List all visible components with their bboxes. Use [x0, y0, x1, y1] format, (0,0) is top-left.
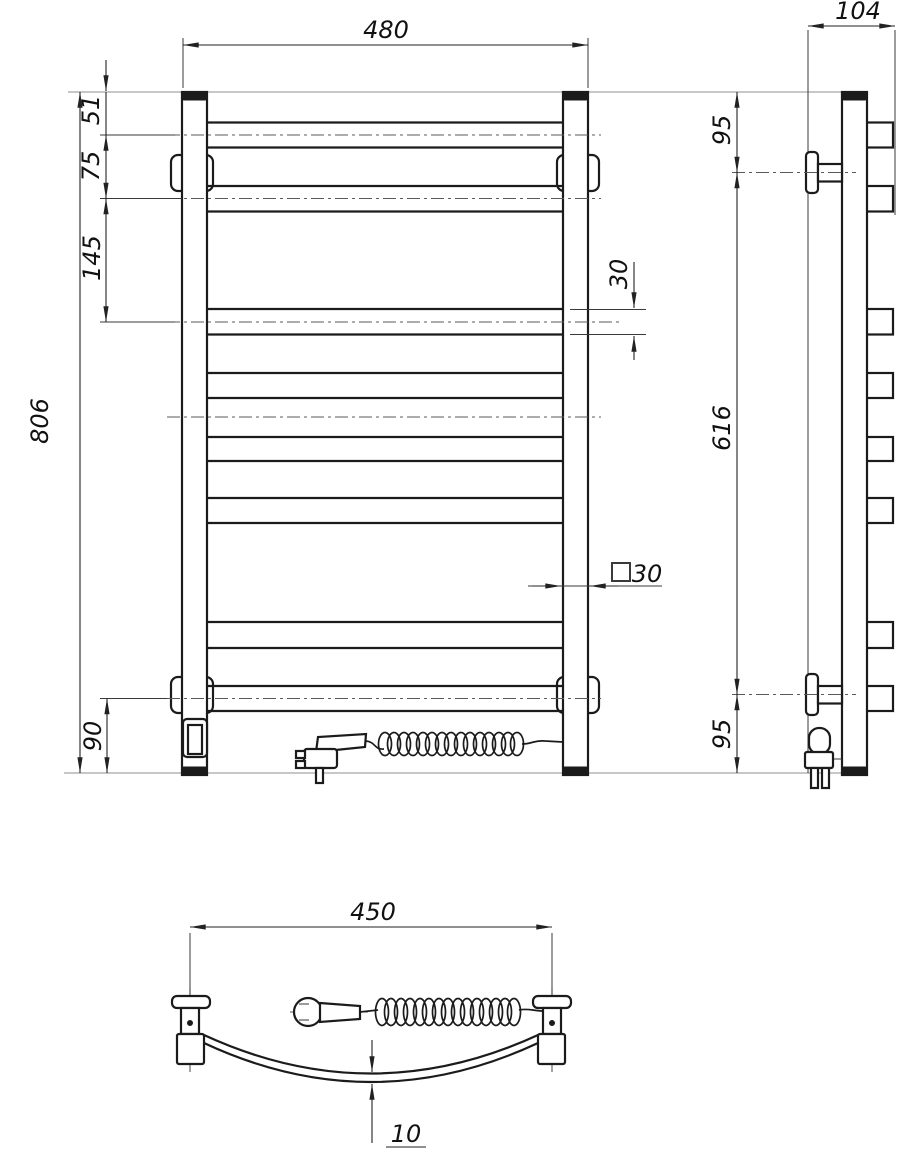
dim-label-profile-30: 30 — [631, 560, 663, 588]
dim-label-450: 450 — [350, 898, 396, 926]
plug-body — [320, 1003, 360, 1022]
dim-label-30: 30 — [605, 258, 633, 290]
dim-label-806: 806 — [26, 398, 54, 444]
dim-front-height — [26, 92, 80, 773]
curved-tube-outer — [204, 1043, 538, 1082]
side-rail-plate — [842, 92, 867, 775]
dim-front-profile — [528, 560, 662, 588]
plug-pin — [316, 768, 323, 783]
front-view — [167, 92, 622, 783]
dim-label-10: 10 — [390, 1120, 422, 1148]
rung-end-tabs — [866, 123, 893, 712]
plug-prong — [296, 751, 305, 758]
wall-bracket-tabs — [171, 155, 599, 713]
dim-label-145: 145 — [78, 235, 106, 281]
dim-label-95-top: 95 — [708, 114, 736, 146]
power-cord-bottom — [290, 998, 543, 1026]
dim-label-616: 616 — [708, 405, 736, 451]
plug-face — [294, 998, 322, 1026]
right-rail — [563, 92, 588, 775]
plug-prong — [296, 761, 305, 768]
dim-label-95-bottom: 95 — [708, 718, 736, 750]
square-profile-symbol — [612, 563, 630, 581]
dim-front-bottom — [79, 699, 167, 774]
curved-tube-inner — [204, 1035, 538, 1074]
dim-label-51: 51 — [77, 94, 105, 126]
dim-label-480: 480 — [363, 16, 409, 44]
dim-front-width — [183, 16, 588, 88]
dim-side-segments — [708, 92, 737, 773]
power-cord-front — [296, 733, 563, 784]
plug-pin — [811, 768, 818, 788]
side-view — [732, 30, 893, 788]
bottom-left-bracket — [172, 988, 210, 1072]
dim-bottom-spacing — [190, 898, 552, 995]
bottom-wall-bracket — [732, 674, 856, 715]
plug-pin — [822, 768, 829, 788]
dim-front-segments — [77, 60, 182, 322]
rung-centerlines — [167, 135, 622, 699]
left-rail — [182, 92, 207, 775]
dim-label-104: 104 — [835, 0, 881, 25]
top-wall-bracket — [732, 152, 856, 193]
dim-bottom-bow — [372, 1040, 426, 1148]
heater-control-box — [183, 719, 207, 757]
bottom-right-bracket — [533, 988, 571, 1072]
dim-label-90: 90 — [79, 720, 107, 752]
cord-coil — [376, 999, 521, 1026]
dim-label-75: 75 — [77, 150, 105, 182]
cord-coil — [379, 733, 524, 756]
side-plug — [805, 728, 842, 788]
plug-body — [304, 749, 337, 768]
